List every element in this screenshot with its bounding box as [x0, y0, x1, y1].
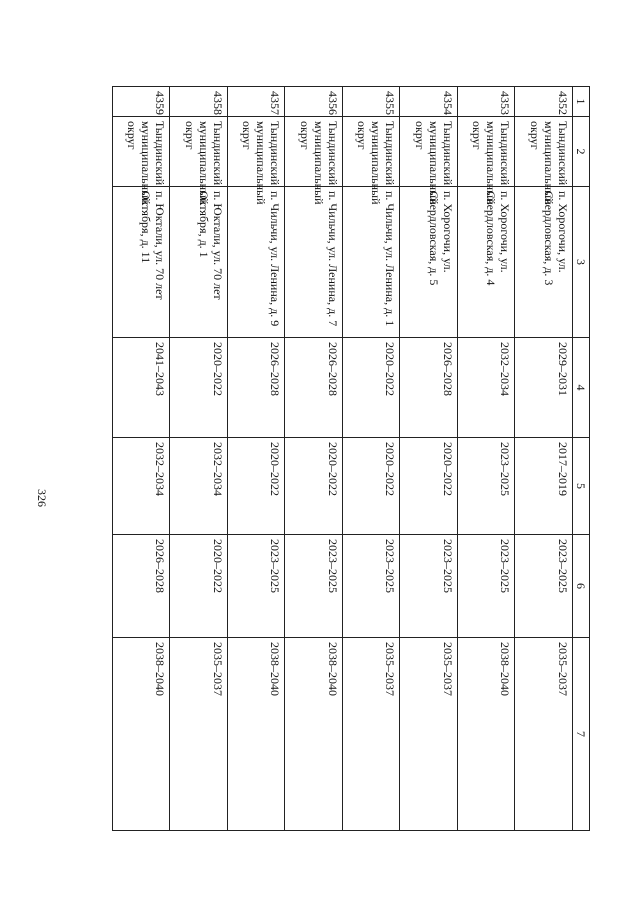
- period-col4-cell: 2020–2022: [170, 338, 228, 438]
- district-cell: Тындинский муниципальный округ: [113, 117, 171, 187]
- period-col4-cell: 2026–2028: [400, 338, 458, 438]
- address-cell: п. Чильчи, ул. Ленина, д. 7: [285, 187, 343, 338]
- table-header: [573, 87, 590, 831]
- row-number: 4356: [285, 87, 343, 117]
- row-number: 4359: [113, 87, 171, 117]
- header-row: [573, 87, 590, 831]
- table-row: [285, 87, 343, 831]
- row-number: 4353: [458, 87, 516, 117]
- address-cell: п. Хорогочи, ул. Свердловская, д. 3: [515, 187, 573, 338]
- period-col5-cell: 2032–2034: [170, 438, 228, 535]
- table-container: [112, 86, 590, 830]
- table-row: [400, 87, 458, 831]
- data-table: [112, 86, 590, 831]
- period-col6-cell: 2023–2025: [458, 535, 516, 638]
- district-cell: Тындинский муниципальный округ: [515, 117, 573, 187]
- page-number: 326: [35, 489, 49, 507]
- address-cell: п. Юктали, ул. 70 лет Октября, д. 1: [170, 187, 228, 338]
- period-col5-cell: 2020–2022: [285, 438, 343, 535]
- period-col4-cell: 2029–2031: [515, 338, 573, 438]
- period-col7-cell: 2035–2037: [170, 638, 228, 831]
- header-cell-1: 1: [573, 87, 590, 117]
- table-row: [458, 87, 516, 831]
- address-cell: п. Юктали, ул. 70 лет Октября, д. 11: [113, 187, 171, 338]
- table-row: [515, 87, 573, 831]
- period-col5-cell: 2020–2022: [343, 438, 401, 535]
- period-col6-cell: 2020–2022: [170, 535, 228, 638]
- row-number: 4357: [228, 87, 286, 117]
- district-cell: Тындинский муниципальный округ: [458, 117, 516, 187]
- period-col7-cell: 2038–2040: [228, 638, 286, 831]
- district-cell: Тындинский муниципальный округ: [170, 117, 228, 187]
- period-col5-cell: 2032–2034: [113, 438, 171, 535]
- table-row: [343, 87, 401, 831]
- period-col6-cell: 2026–2028: [113, 535, 171, 638]
- header-cell-5: 5: [573, 438, 590, 535]
- table-body: [113, 87, 573, 831]
- district-cell: Тындинский муниципальный округ: [400, 117, 458, 187]
- district-cell: Тындинский муниципальный округ: [285, 117, 343, 187]
- table-row: [228, 87, 286, 831]
- address-cell: п. Чильчи, ул. Ленина, д. 1: [343, 187, 401, 338]
- address-cell: п. Хорогочи, ул. Свердловская, д. 4: [458, 187, 516, 338]
- district-cell: Тындинский муниципальный округ: [343, 117, 401, 187]
- address-cell: п. Чильчи, ул. Ленина, д. 9: [228, 187, 286, 338]
- period-col6-cell: 2023–2025: [400, 535, 458, 638]
- period-col5-cell: 2020–2022: [400, 438, 458, 535]
- table-row: [113, 87, 171, 831]
- table-row: [170, 87, 228, 831]
- period-col4-cell: 2026–2028: [285, 338, 343, 438]
- period-col6-cell: 2023–2025: [228, 535, 286, 638]
- period-col6-cell: 2023–2025: [515, 535, 573, 638]
- header-cell-6: 6: [573, 535, 590, 638]
- period-col7-cell: 2035–2037: [343, 638, 401, 831]
- row-number: 4352: [515, 87, 573, 117]
- row-number: 4355: [343, 87, 401, 117]
- header-cell-3: 3: [573, 187, 590, 338]
- period-col7-cell: 2035–2037: [400, 638, 458, 831]
- period-col7-cell: 2038–2040: [285, 638, 343, 831]
- period-col4-cell: 2020–2022: [343, 338, 401, 438]
- period-col5-cell: 2020–2022: [228, 438, 286, 535]
- period-col4-cell: 2032–2034: [458, 338, 516, 438]
- period-col4-cell: 2041–2043: [113, 338, 171, 438]
- period-col4-cell: 2026–2028: [228, 338, 286, 438]
- header-cell-4: 4: [573, 338, 590, 438]
- header-cell-7: 7: [573, 638, 590, 831]
- row-number: 4358: [170, 87, 228, 117]
- period-col7-cell: 2038–2040: [113, 638, 171, 831]
- address-cell: п. Хорогочи, ул. Свердловская, д. 5: [400, 187, 458, 338]
- period-col7-cell: 2038–2040: [458, 638, 516, 831]
- period-col5-cell: 2023–2025: [458, 438, 516, 535]
- period-col6-cell: 2023–2025: [285, 535, 343, 638]
- district-cell: Тындинский муниципальный округ: [228, 117, 286, 187]
- period-col7-cell: 2035–2037: [515, 638, 573, 831]
- period-col6-cell: 2023–2025: [343, 535, 401, 638]
- row-number: 4354: [400, 87, 458, 117]
- header-cell-2: 2: [573, 117, 590, 187]
- period-col5-cell: 2017–2019: [515, 438, 573, 535]
